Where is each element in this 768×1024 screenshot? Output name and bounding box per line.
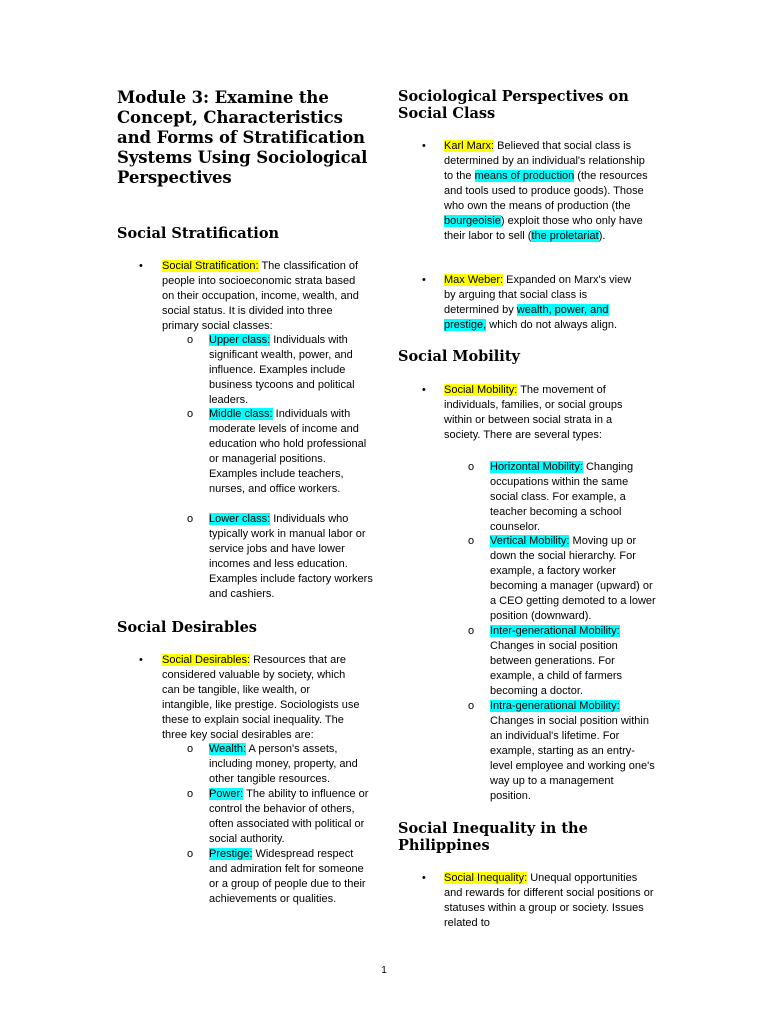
sub-bullet: o: [468, 461, 475, 473]
term-highlight: Social Inequality:: [444, 872, 528, 884]
term-highlight: wealth, power, and prestige,: [444, 304, 609, 331]
bullet-dot: •: [422, 872, 426, 884]
desirables-heading: Social Desirables: [117, 619, 257, 636]
term-highlight: Social Mobility:: [444, 384, 518, 396]
list-item-intergenerational: Inter-generational Mobility: Changes in social position between generations. For example, a child of farmers becoming a doctor.: [490, 625, 623, 697]
bullet-dot: •: [422, 140, 426, 152]
term-highlight: Middle class:: [209, 408, 273, 420]
sub-bullet: o: [187, 743, 194, 755]
term-highlight: Social Stratification:: [162, 260, 259, 272]
term-highlight: Power:: [209, 788, 244, 800]
sub-bullet: o: [468, 625, 475, 637]
term-highlight: Vertical Mobility:: [490, 535, 570, 547]
list-item-intragenerational: Intra-generational Mobility: Changes in social position within an individual's lifetime. For example, starting as an entry-level employee and working one's way up to a management position.: [490, 700, 655, 802]
bullet-dot: •: [422, 384, 426, 396]
term-highlight: Wealth:: [209, 743, 247, 755]
list-item-prestige: Prestige: Widespread respect and admiration felt for someone or a group of people due to their achievements or qualities.: [209, 848, 366, 905]
list-item-vertical: Vertical Mobility: Moving up or down the social hierarchy. For example, a factory worker becoming a manager (upward) or a CEO getting demoted to a lower position (downward).: [490, 535, 656, 622]
sub-bullet: o: [468, 535, 475, 547]
stratification-definition: Social Stratification: The classification of people into socioeconomic strata based on their occupation, income, wealth, and social status. It is divided into three primary social classes:: [162, 260, 359, 332]
term-highlight: Karl Marx:: [444, 140, 495, 152]
term-highlight: bourgeoisie: [444, 215, 501, 227]
stratification-heading: Social Stratification: [117, 225, 280, 242]
page-number: 1: [381, 965, 387, 976]
weber-paragraph: Max Weber: Expanded on Marx's view by arguing that social class is determined by wealth, power, and prestige, which do not always align.: [444, 274, 632, 331]
term-highlight: Intra-generational Mobility:: [490, 700, 620, 712]
term-highlight: Upper class:: [209, 334, 271, 346]
sub-bullet: o: [187, 513, 194, 525]
term-highlight: Inter-generational Mobility:: [490, 625, 620, 637]
desirables-definition: Social Desirables: Resources that are considered valuable by society, which can be tangible, like wealth, or intangible, like prestige. Sociologists use these to explain social inequality. The three key social desirables are:: [162, 654, 360, 741]
list-item-power: Power: The ability to influence or control the behavior of others, often associated with political or social authority.: [209, 788, 369, 845]
term-highlight: Social Desirables:: [162, 654, 251, 666]
sub-bullet: o: [187, 408, 194, 420]
bullet-dot: •: [422, 274, 426, 286]
list-item-wealth: Wealth: A person's assets, including money, property, and other tangible resources.: [209, 743, 358, 785]
module-title: Module 3: Examine the Concept, Characteristics and Forms of Stratification Systems Using Sociological Perspectives: [117, 88, 368, 187]
term-highlight: means of production: [474, 170, 575, 182]
list-item-lower-class: Lower class: Individuals who typically work in manual labor or service jobs and have lower incomes and less education. Examples include factory workers and cashiers.: [209, 513, 373, 600]
sub-bullet: o: [187, 334, 194, 346]
list-item-upper-class: Upper class: Individuals with significant wealth, power, and influence. Examples include business tycoons and political leaders.: [209, 334, 355, 406]
bullet-dot: •: [139, 654, 143, 666]
bullet-dot: •: [139, 260, 143, 272]
mobility-definition: Social Mobility: The movement of individuals, families, or social groups within or between social strata in a society. There are several types:: [444, 384, 623, 441]
mobility-heading: Social Mobility: [398, 348, 520, 365]
term-highlight: the proletariat: [531, 230, 599, 242]
list-item-horizontal: Horizontal Mobility: Changing occupations within the same social class. For example, a teacher becoming a school counselor.: [490, 461, 634, 533]
list-item-middle-class: Middle class: Individuals with moderate levels of income and education who hold professional or managerial positions. Examples include teachers, nurses, and office workers.: [209, 408, 367, 495]
marx-paragraph: Karl Marx: Believed that social class is determined by an individual's relationship to the means of production (the resources and tools used to produce goods). Those who own the means of production (the bourgeoisie) exploit those who only have their labor to sell (the proletariat).: [444, 140, 648, 242]
term-highlight: Prestige:: [209, 848, 253, 860]
term-highlight: Horizontal Mobility:: [490, 461, 583, 473]
inequality-definition: Social Inequality: Unequal opportunities and rewards for different social positions or statuses within a group or society. Issues related to: [444, 872, 654, 929]
sub-bullet: o: [187, 848, 194, 860]
perspectives-heading: Sociological Perspectives on Social Class: [398, 88, 629, 122]
inequality-heading: Social Inequality in the Philippines: [398, 820, 588, 854]
sub-bullet: o: [187, 788, 194, 800]
term-highlight: Lower class:: [209, 513, 271, 525]
term-highlight: Max Weber:: [444, 274, 504, 286]
sub-bullet: o: [468, 700, 475, 712]
